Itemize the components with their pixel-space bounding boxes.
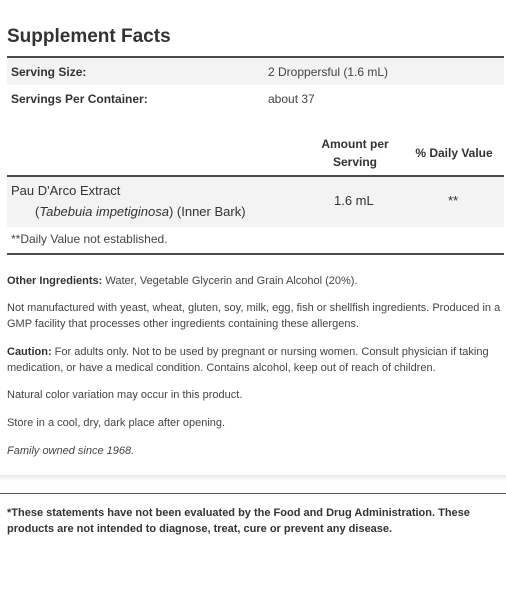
color-variation-note: Natural color variation may occur in this product. (7, 389, 243, 401)
ingredient-amount: 1.6 mL (334, 193, 374, 208)
ingredient-name: Pau D'Arco Extract (11, 183, 121, 198)
allergen-statement: Not manufactured with yeast, wheat, gluten, soy, milk, egg, fish or shellfish ingredients. Produced in a GMP facility that processes other ingredients containing these allergens. (7, 302, 501, 330)
panel-shadow (0, 475, 506, 481)
ingredient-daily-value: ** (448, 193, 459, 208)
amount-per-serving-header: Amount per Serving (321, 137, 389, 169)
daily-value-note: **Daily Value not established. (11, 232, 168, 246)
fda-disclaimer: *These statements have not been evaluated by the Food and Drug Administration. These products are not intended to diagnose, treat, cure or prevent any disease. (7, 507, 470, 535)
servings-per-container-value: about 37 (268, 92, 315, 106)
other-ingredients-label: Other Ingredients: (7, 275, 103, 287)
daily-value-header: % Daily Value (415, 146, 493, 160)
servings-per-container-row (7, 85, 504, 112)
serving-size-label: Serving Size: (11, 65, 87, 79)
disclaimer-divider (0, 493, 506, 494)
caution-statement: Caution: For adults only. Not to be used by pregnant or nursing women. Consult physician if taking medication, or have a medical condition. Contains alcohol, keep out of reach of children. (7, 346, 489, 374)
ingredient-latin-name: Tabebuia impetiginosa (39, 204, 169, 219)
serving-size-row (7, 58, 504, 85)
family-owned-note: Family owned since 1968. (7, 445, 135, 457)
storage-instructions: Store in a cool, dry, dark place after opening. (7, 417, 226, 429)
servings-per-container-label: Servings Per Container: (11, 92, 148, 106)
other-ingredients: Other Ingredients: Water, Vegetable Glycerin and Grain Alcohol (20%). (7, 275, 358, 287)
ingredient-source: (Tabebuia impetiginosa) (Inner Bark) (35, 204, 246, 219)
panel-title: Supplement Facts (7, 26, 171, 47)
bottom-divider (7, 253, 504, 255)
caution-label: Caution: (7, 346, 52, 358)
serving-size-value: 2 Droppersful (1.6 mL) (268, 65, 389, 79)
ingredient-row (7, 177, 504, 227)
